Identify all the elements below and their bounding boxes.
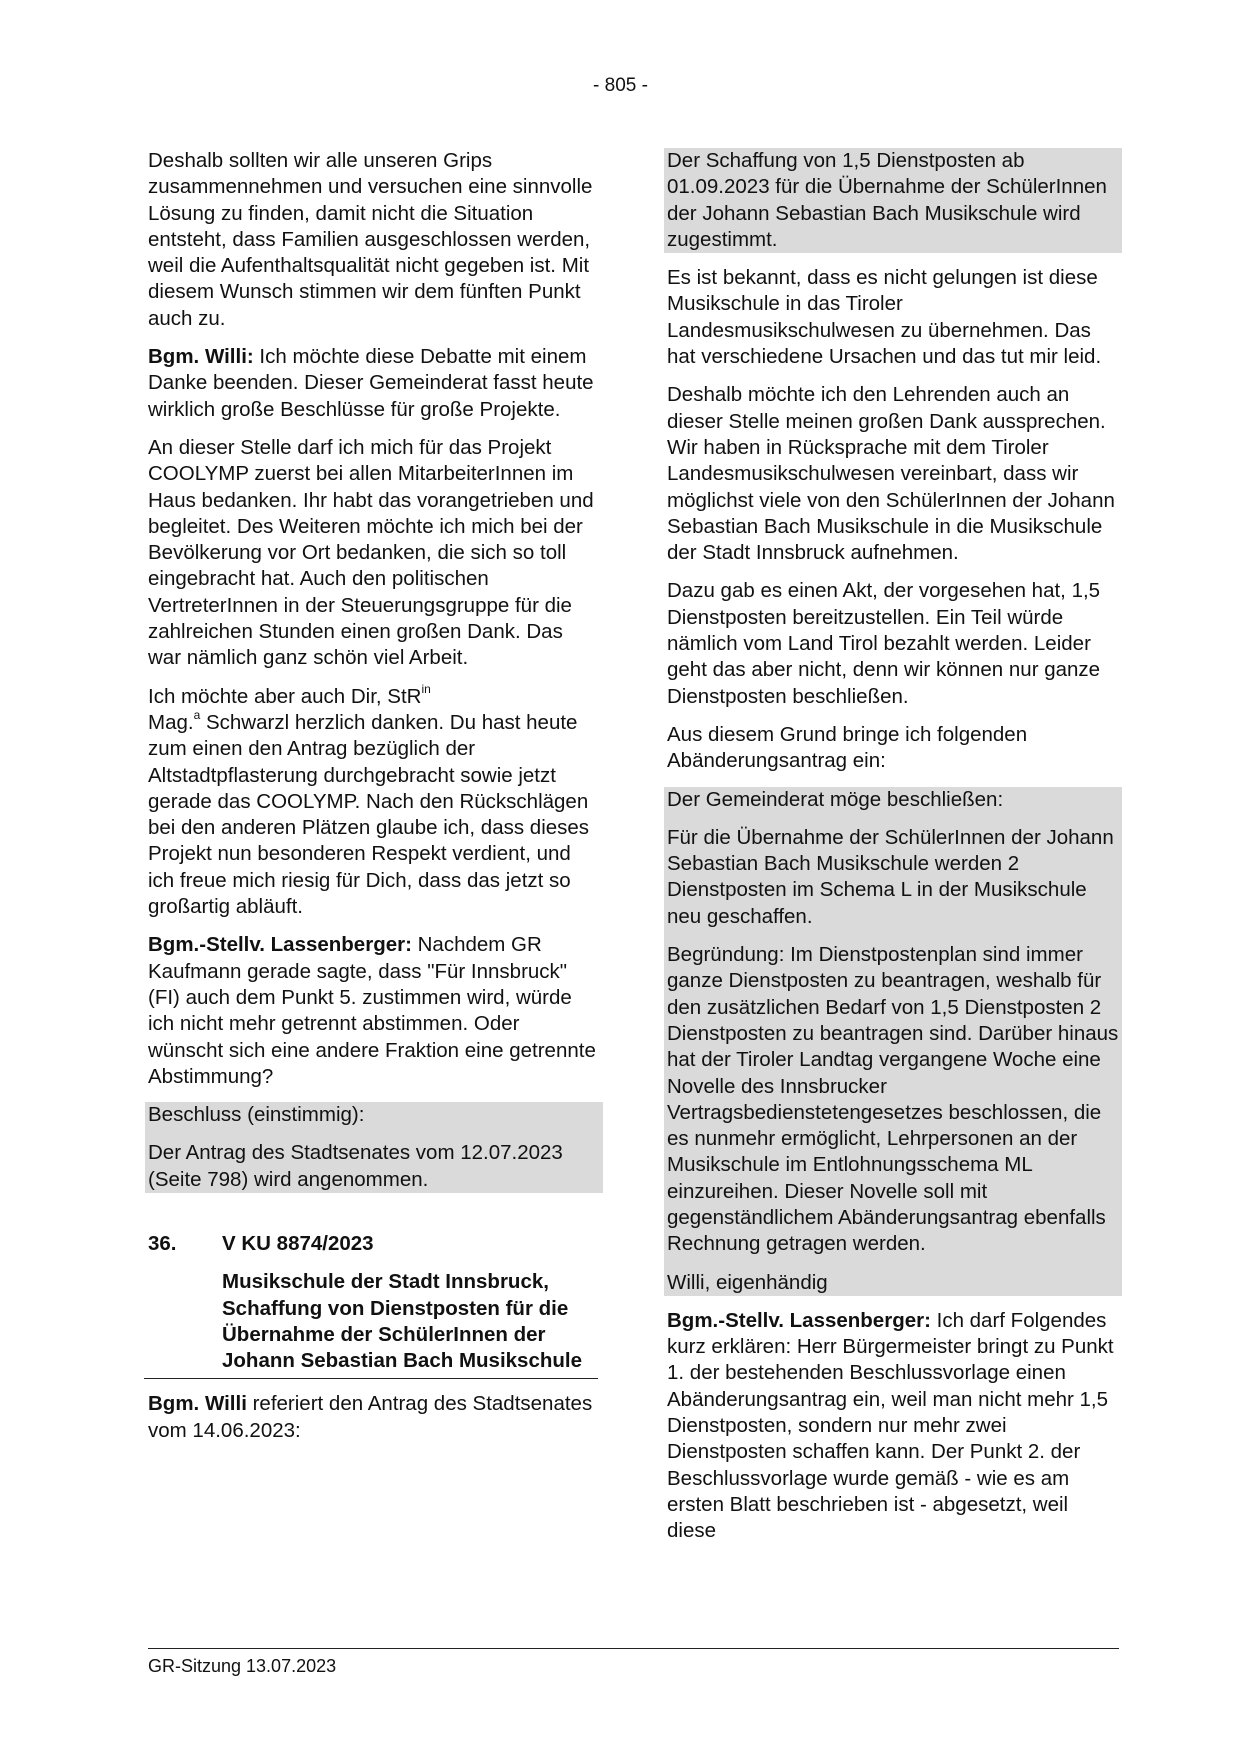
speech-paragraph (148, 344, 600, 423)
agenda-item-title: Musikschule der Stadt Innsbruck, Schaffung von Dienstposten für die Übernahme der SchülerInnen der Johann Sebastian Bach Musikschule (222, 1270, 582, 1373)
speech-text: Nachdem GR Kaufmann gerade sagte, dass "Für Innsbruck" (FI) auch dem Punkt 5. zustimmen wird, würde ich nicht mehr getrennt abstimmen. Oder wünscht sich eine andere Fraktion eine getrennte Abstimmung? (148, 933, 596, 1088)
speaker-name: Bgm. Willi: (148, 345, 254, 369)
agenda-item-number: 36. (148, 1231, 177, 1255)
paragraph (148, 681, 600, 921)
paragraph: Aus diesem Grund bringe ich folgenden Abänderungsantrag ein: (667, 722, 1028, 773)
paragraph: Deshalb möchte ich den Lehrenden auch an dieser Stelle meinen großen Dank aussprechen. Wir haben in Rücksprache mit dem Tiroler Landesmusikschulwesen vereinbart, dass wir möglichst viele von den SchülerInnen der Johann Sebastian Bach Musikschule in die Musikschule der Stadt Innsbruck aufnehmen. (667, 383, 1115, 565)
speaker-name: Bgm.-Stellv. Lassenberger: (148, 933, 412, 957)
superscript: in (421, 681, 431, 696)
decision-label: Beschluss (einstimmig): (148, 1103, 365, 1127)
decision-box (145, 1102, 603, 1193)
page-number: - 805 - (593, 75, 648, 96)
paragraph: Deshalb sollten wir alle unseren Grips zusammennehmen und versuchen eine sinnvolle Lösung zu finden, damit nicht die Situation entsteht, dass Familien ausgeschlossen werden, weil die Aufenthaltsqualität nicht gegeben ist. Mit diesem Wunsch stimmen wir dem fünften Punkt auch zu. (148, 149, 593, 330)
superscript: a (193, 708, 201, 723)
text-span: Ich möchte aber auch Dir, StR (148, 684, 422, 708)
amendment-intro: Der Gemeinderat möge beschließen: (667, 787, 1004, 811)
speech-paragraph (667, 1308, 1119, 1545)
text-span: Mag. (148, 710, 194, 734)
amendment-text: Für die Übernahme der SchülerInnen der Johann Sebastian Bach Musikschule werden 2 Dienstposten im Schema L in der Musikschule neu geschaffen. (667, 825, 1114, 928)
agenda-item-code: V KU 8874/2023 (222, 1231, 374, 1255)
motion-text: Der Schaffung von 1,5 Dienstposten ab 01.09.2023 für die Übernahme der SchülerInnen der Johann Sebastian Bach Musikschule wird zugestimmt. (667, 149, 1107, 251)
amendment-box (664, 787, 1122, 1296)
footer-divider (148, 1648, 1119, 1649)
decision-text: Der Antrag des Stadtsenates vom 12.07.2023 (Seite 798) wird angenommen. (148, 1141, 563, 1191)
motion-box (664, 148, 1122, 253)
left-column (148, 148, 600, 1456)
footer-session-date: GR-Sitzung 13.07.2023 (148, 1656, 337, 1676)
text-span: Schwarzl herzlich danken. Du hast heute zum einen den Antrag bezüglich der Altstadtpflasterung durchgebracht sowie jetzt gerade das COOLYMP. Nach den Rückschlägen bei den anderen Plätzen glaube ich, dass dieses Projekt nun besonderen Respekt verdient, und ich freue mich riesig für Dich, dass das jetzt so großartig abläuft. (148, 710, 590, 919)
speech-paragraph (148, 932, 600, 1090)
speech-text: Ich darf Folgendes kurz erklären: Herr Bürgermeister bringt zu Punkt 1. der bestehenden Beschlussvorlage einen Abänderungsantrag ein, weil man nicht mehr 1,5 Dienstposten, sondern nur mehr zwei Dienstposten schaffen kann. Der Punkt 2. der Beschlussvorlage wurde gemäß - wie es am ersten Blatt beschrieben ist - abgesetzt, weil diese (667, 1308, 1114, 1543)
paragraph: Es ist bekannt, dass es nicht gelungen ist diese Musikschule in das Tiroler Landesmusikschulwesen zu übernehmen. Das hat verschiedene Ursachen und das tut mir leid. (667, 266, 1102, 369)
right-column (667, 148, 1119, 1557)
divider (144, 1378, 598, 1379)
paragraph: Dazu gab es einen Akt, der vorgesehen hat, 1,5 Dienstposten bereitzustellen. Ein Teil würde nämlich vom Land Tirol bezahlt werden. Leider geht das aber nicht, denn wir können nur ganze Dienstposten beschließen. (667, 579, 1101, 708)
agenda-item-header (148, 1231, 600, 1257)
amendment-signature: Willi, eigenhändig (667, 1270, 828, 1294)
speaker-name: Bgm.-Stellv. Lassenberger: (667, 1308, 931, 1332)
speech-paragraph (148, 1391, 600, 1444)
paragraph: An dieser Stelle darf ich mich für das Projekt COOLYMP zuerst bei allen MitarbeiterInnen im Haus bedanken. Ihr habt das vorangetrieben und begleitet. Des Weiteren möchte ich mich bei der Bevölkerung vor Ort bedanken, die sich so toll eingebracht hat. Auch den politischen VertreterInnen in der Steuerungsgruppe für die zahlreichen Stunden einen großen Dank. Das war nämlich ganz schön viel Arbeit. (148, 435, 594, 670)
speech-text: Ich möchte diese Debatte mit einem Danke beenden. Dieser Gemeinderat fasst heute wirklich große Beschlüsse für große Projekte. (148, 345, 594, 421)
speech-text: referiert den Antrag des Stadtsenates vom 14.06.2023: (148, 1392, 593, 1442)
speaker-name: Bgm. Willi (148, 1392, 247, 1416)
amendment-reason: Begründung: Im Dienstpostenplan sind immer ganze Dienstposten zu beantragen, weshalb für den zusätzlichen Bedarf von 1,5 Dienstposten 2 Dienstposten zu beantragen sind. Darüber hinaus hat der Tiroler Landtag vergangene Woche eine Novelle des Innsbrucker Vertragsbedienstetengesetzes beschlossen, die es nunmehr ermöglicht, Lehrpersonen an der Musikschule im Entlohnungsschema ML einzureihen. Dieser Novelle soll mit gegenständlichem Abänderungsantrag ebenfalls Rechnung getragen werden. (667, 943, 1119, 1256)
